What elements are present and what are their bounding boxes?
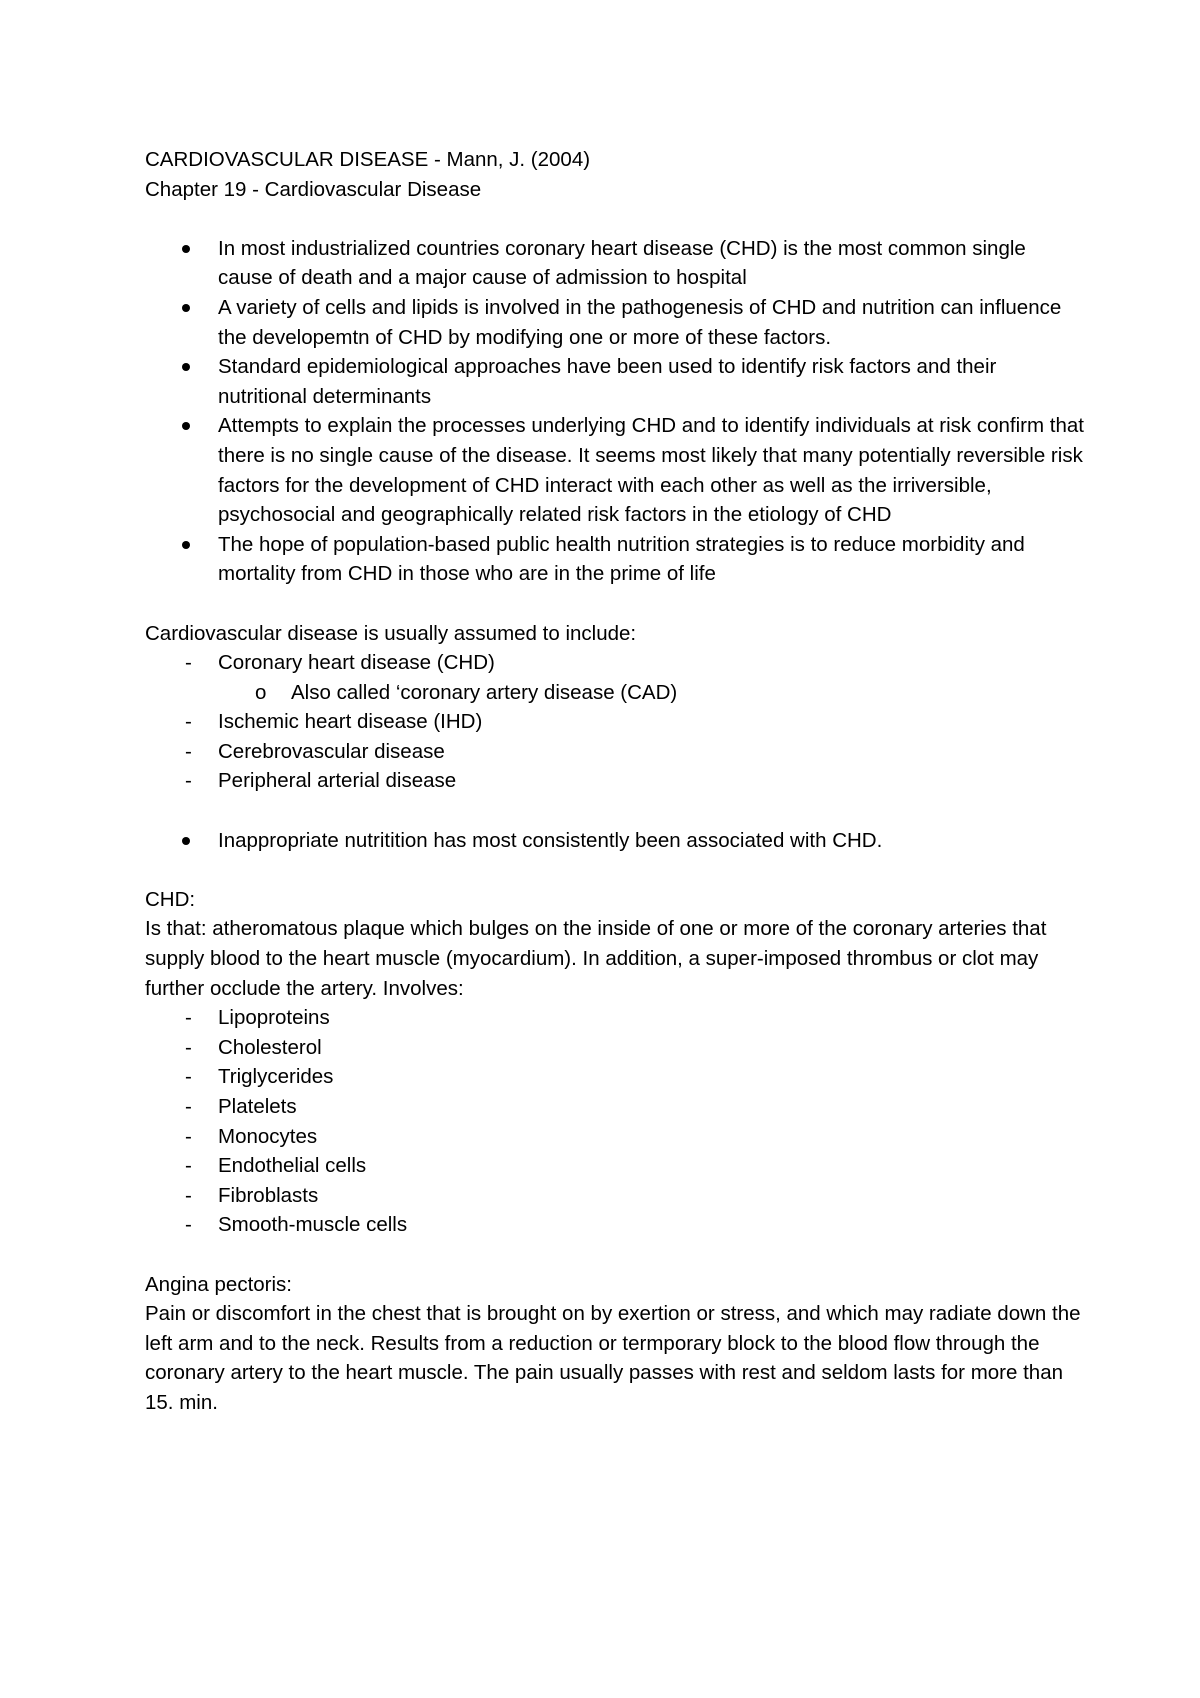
dash-icon: - (185, 1095, 192, 1118)
dash-icon: - (185, 1065, 192, 1089)
list-item: Inappropriate nutritition has most consistently been associated with CHD. (145, 826, 1085, 856)
dash-icon: - (185, 1213, 192, 1237)
list-item: The hope of population-based public health nutrition strategies is to reduce morbidity and mortality from CHD in those who are in the prime of life (145, 530, 1085, 589)
cvd-sub-list (145, 678, 1085, 708)
angina-heading: Angina pectoris: (145, 1272, 293, 1296)
list-item: - Peripheral arterial disease (145, 766, 1085, 796)
dash-icon: - (185, 1124, 192, 1148)
bullet-icon (182, 245, 190, 253)
intro-bullet-list (145, 234, 1085, 589)
bullet-icon (182, 422, 190, 430)
list-item: Attempts to explain the processes underlying CHD and to identify individuals at risk confirm that there is no single cause of the disease. It seems most likely that many potentially reversible risk factors for the development of CHD interact with each other as well as the irriversible, psychosocial and geographically related risk factors in the etiology of CHD (145, 411, 1085, 529)
cvd-list-continued (145, 707, 1085, 796)
list-item: - Ischemic heart disease (IHD) (145, 707, 1085, 737)
list-item: - Fibroblasts (145, 1181, 1085, 1211)
dash-icon: - (185, 1035, 192, 1059)
list-item: - Lipoproteins (145, 1003, 1085, 1033)
involves-list (145, 1003, 1085, 1240)
chd-definition: Is that: atheromatous plaque which bulges on the inside of one or more of the coronary arteries that supply blood to the heart muscle (myocardium). In addition, a super-imposed thrombus or clot may further occlude the artery. Involves: (145, 917, 1047, 1000)
spacer (145, 204, 1085, 234)
list-item: - Cholesterol (145, 1033, 1085, 1063)
chd-heading: CHD: (145, 887, 196, 911)
document-title: CARDIOVASCULAR DISEASE - Mann, J. (2004) (145, 148, 591, 171)
list-item: Standard epidemiological approaches have been used to identify risk factors and their nutritional determinants (145, 352, 1085, 411)
spacer (145, 589, 1085, 619)
bullet-icon (182, 304, 190, 312)
spacer (145, 796, 1085, 826)
dash-icon: - (185, 1154, 192, 1178)
dash-icon: - (185, 651, 192, 675)
list-item: o Also called ‘coronary artery disease (CAD) (145, 678, 1085, 708)
cvd-list (145, 648, 1085, 678)
angina-definition: Pain or discomfort in the chest that is brought on by exertion or stress, and which may radiate down the left arm and to the neck. Results from a reduction or termporary block to the blood flow through the coronary artery to the heart muscle. The pain usually passes with rest and seldom lasts for more than 15. min. (145, 1302, 1081, 1414)
spacer (145, 1240, 1085, 1270)
list-item: In most industrialized countries coronary heart disease (CHD) is the most common single cause of death and a major cause of admission to hospital (145, 234, 1085, 293)
list-item: - Smooth-muscle cells (145, 1210, 1085, 1240)
nutrition-bullet-list (145, 826, 1085, 856)
list-item: - Coronary heart disease (CHD) (145, 648, 1085, 678)
bullet-icon (182, 837, 190, 845)
cvd-heading: Cardiovascular disease is usually assumed to include: (145, 621, 637, 645)
list-item: - Monocytes (145, 1122, 1085, 1152)
spacer (145, 855, 1085, 885)
document-page (145, 145, 1085, 1418)
list-item: - Endothelial cells (145, 1151, 1085, 1181)
list-item: - Triglycerides (145, 1062, 1085, 1092)
dash-icon: - (185, 1006, 192, 1030)
list-item: - Platelets (145, 1092, 1085, 1122)
dash-icon: - (185, 739, 192, 763)
list-item: A variety of cells and lipids is involved in the pathogenesis of CHD and nutrition can influence the developemtn of CHD by modifying one or more of these factors. (145, 293, 1085, 352)
bullet-icon (182, 363, 190, 371)
chapter-heading: Chapter 19 - Cardiovascular Disease (145, 177, 482, 201)
circle-bullet-icon: o (255, 680, 267, 704)
dash-icon: - (185, 1183, 192, 1207)
dash-icon: - (185, 769, 192, 793)
bullet-icon (182, 541, 190, 549)
dash-icon: - (185, 710, 192, 734)
list-item: - Cerebrovascular disease (145, 737, 1085, 767)
